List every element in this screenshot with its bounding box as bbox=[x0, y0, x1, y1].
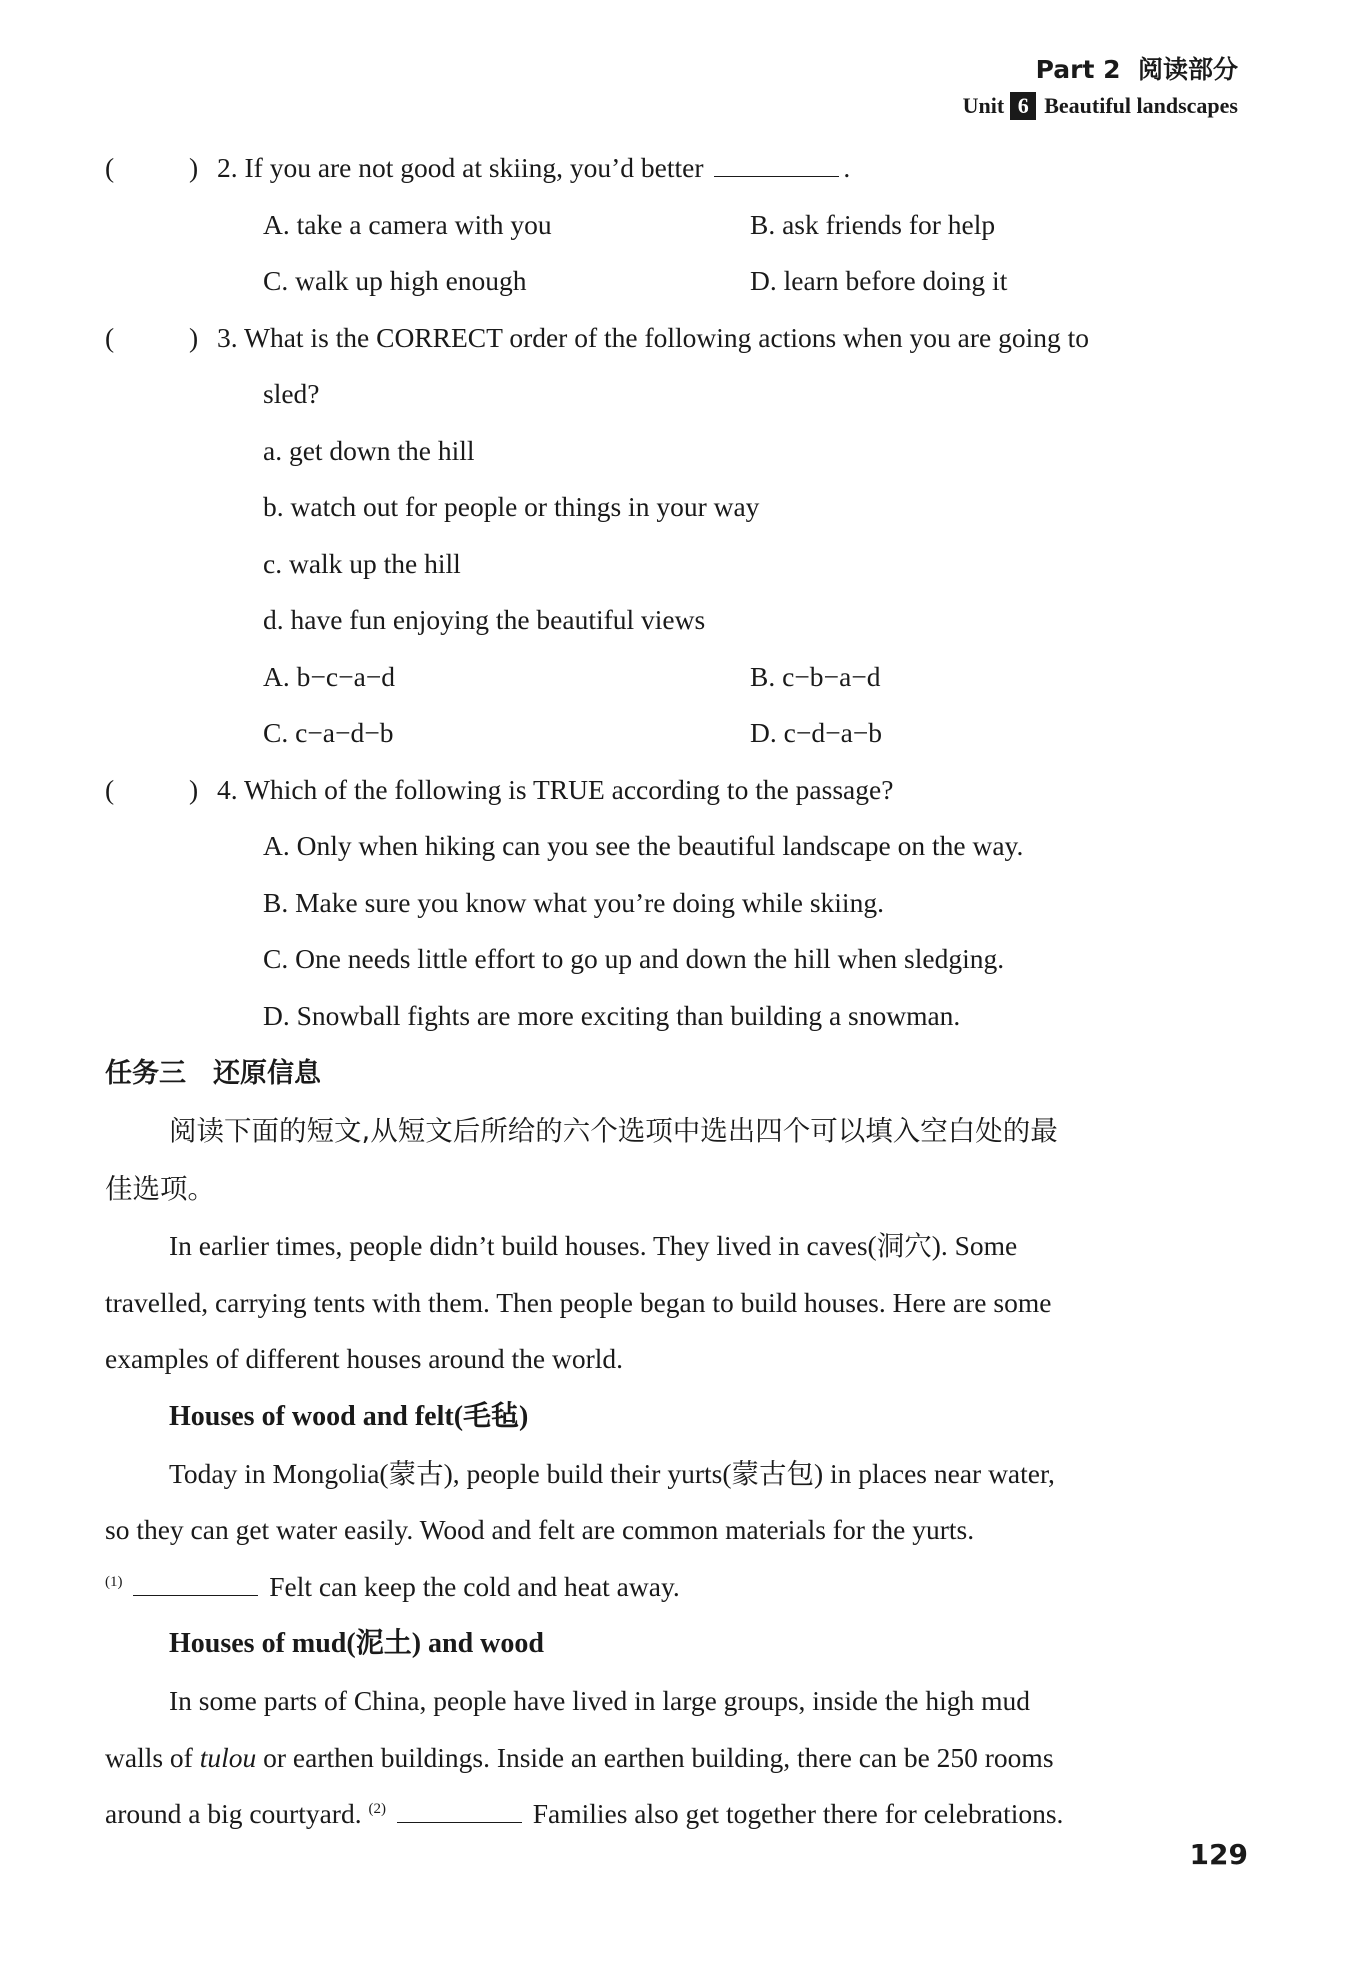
question-stem: 2. If you are not good at skiing, you’d better bbox=[217, 152, 704, 183]
option-c: C. One needs little effort to go up and down the hill when sledging. bbox=[263, 943, 1005, 974]
question-3: ( ) 3. What is the CORRECT order of the following actions when you are going to bbox=[105, 310, 1235, 367]
option-c: C. walk up high enough bbox=[263, 265, 527, 296]
option-c: C. c−a−d−b bbox=[263, 717, 394, 748]
option-a: A. take a camera with you bbox=[263, 208, 552, 240]
question-stem: 4. Which of the following is TRUE according to the passage? bbox=[217, 773, 894, 805]
blank-number: (2) bbox=[368, 1800, 386, 1817]
option-d: D. learn before doing it bbox=[750, 265, 1008, 296]
action-item: b. watch out for people or things in your way bbox=[263, 491, 760, 522]
task-instruction-cont: 佳选项。 bbox=[105, 1173, 215, 1205]
option-b: B. ask friends for help bbox=[750, 208, 996, 240]
question-stem-cont: sled? bbox=[263, 378, 320, 409]
passage-paragraph: In some parts of China, people have lived in large groups, inside the high mud walls of tulou or earthen buildings. Inside an earthen building, there can be 250 rooms around a big courtyard. $^{(2)}$ Families also get together there for celebrations. bbox=[105, 1685, 1064, 1829]
question-2: ( ) 2. If you are not good at skiing, you’d better . bbox=[105, 152, 851, 183]
option-b: B. c−b−a−d bbox=[750, 660, 881, 692]
action-item: d. have fun enjoying the beautiful views bbox=[263, 604, 706, 635]
page-number: 129 bbox=[1189, 1838, 1248, 1871]
answer-blank bbox=[397, 1798, 522, 1823]
unit-number-badge: 6 bbox=[1010, 92, 1036, 120]
option-row bbox=[105, 705, 1235, 762]
page-header bbox=[963, 52, 1238, 124]
option-a: A. Only when hiking can you see the beautiful landscape on the way. bbox=[263, 830, 1024, 861]
option-b: B. Make sure you know what you’re doing while skiing. bbox=[263, 886, 884, 918]
page-content bbox=[105, 140, 1235, 1843]
unit-title: Unit 6 Beautiful landscapes bbox=[962, 93, 1238, 118]
question-4: ( ) 4. Which of the following is TRUE according to the passage? bbox=[105, 762, 1235, 819]
action-item: c. walk up the hill bbox=[263, 547, 461, 579]
answer-blank bbox=[714, 152, 839, 177]
option-d: D. c−d−a−b bbox=[750, 717, 883, 748]
section-heading: Houses of mud(泥土) and wood bbox=[169, 1628, 544, 1659]
blank-number: (1) bbox=[105, 1573, 123, 1590]
answer-blank bbox=[133, 1571, 258, 1596]
option-row bbox=[105, 649, 1235, 706]
task-title: 任务三 还原信息 bbox=[105, 1058, 321, 1089]
section-heading: Houses of wood and felt(毛毡) bbox=[169, 1400, 529, 1432]
passage-intro: In earlier times, people didn’t build houses. They lived in caves(洞穴). Some travelled, carrying tents with them. Then people began to build houses. Here are some examples of different houses around the world. bbox=[105, 1230, 1052, 1374]
option-row bbox=[105, 197, 1235, 254]
action-item: a. get down the hill bbox=[263, 434, 475, 466]
passage-paragraph: Today in Mongolia(蒙古), people build their yurts(蒙古包) in places near water, so they can get water easily. Wood and felt are common materials for the yurts. $^{(1)}$ Felt can keep the cold and heat away. bbox=[105, 1457, 1055, 1602]
option-a: A. b−c−a−d bbox=[263, 660, 396, 692]
option-d: D. Snowball fights are more exciting than building a snowman. bbox=[263, 999, 961, 1031]
question-stem: 3. What is the CORRECT order of the following actions when you are going to bbox=[217, 321, 1089, 353]
part-title: Part 2 阅读部分 bbox=[1035, 55, 1238, 84]
task-instruction: 阅读下面的短文,从短文后所给的六个选项中选出四个可以填入空白处的最 bbox=[169, 1115, 1058, 1147]
option-row bbox=[105, 253, 1235, 310]
